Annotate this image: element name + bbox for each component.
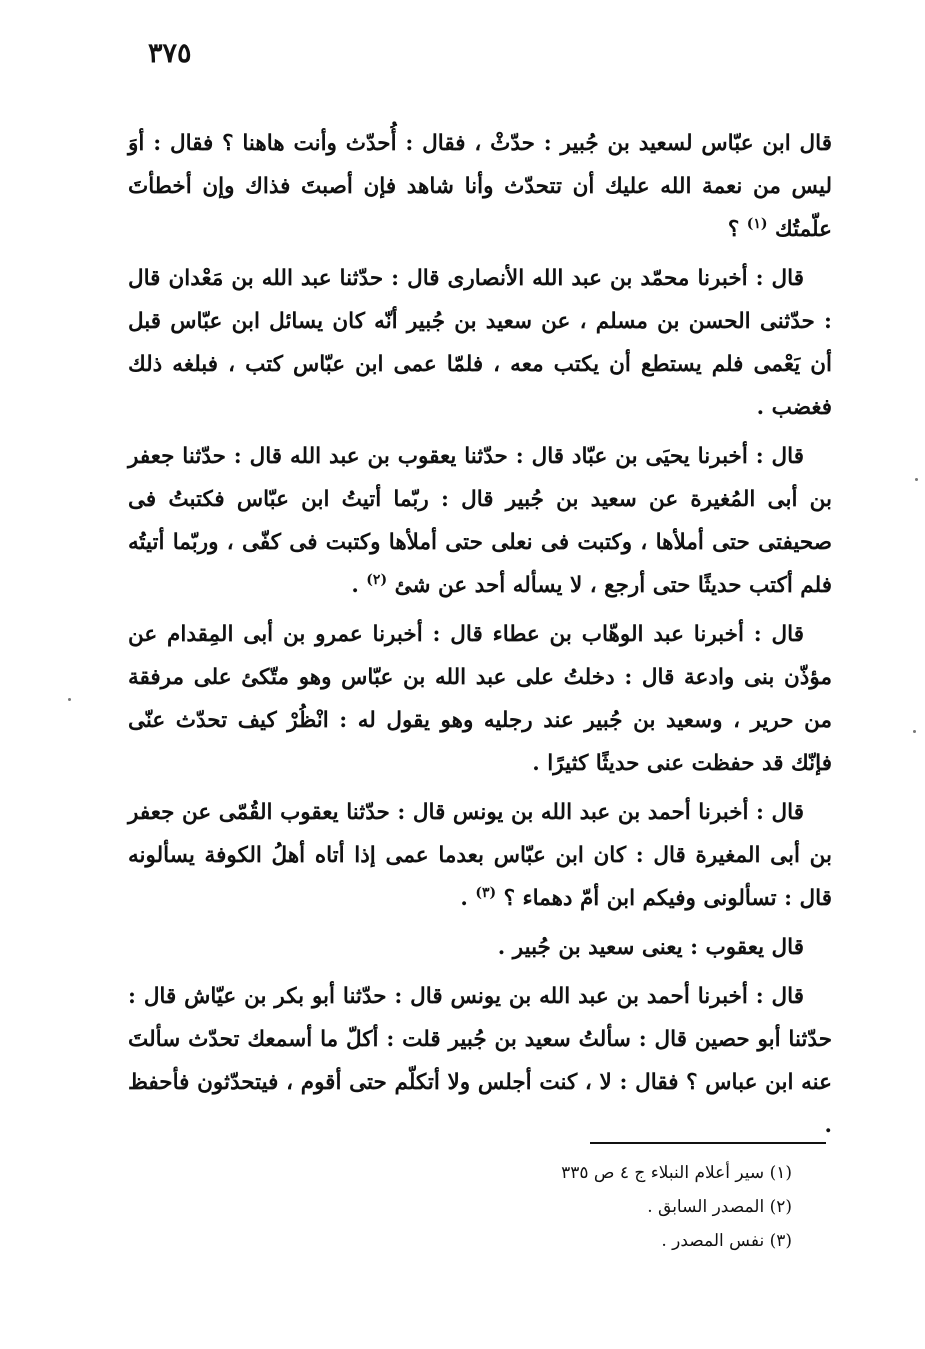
paragraph-text: قال : أخبرنا عبد الوهّاب بن عطاء قال : أخبرنا عمرو بن أبى المِقدام عن مؤذّن بنى وادعة قال : دخلتُ على عبد الله بن عبّاس وهو متّكئ على مرفقة من حرير ، وسعيد بن جُبير عند رجليه وهو يقول له : انْظُرْ كيف تحدّث عنّى فإنّك قد حفظت عنى حديثًا كثيرًا . [128,622,832,776]
footnotes [400,1156,792,1258]
paragraph [128,975,832,1147]
paragraph-text: قال : أخبرنا محمّد بن عبد الله الأنصارى قال : حدّثنا عبد الله بن مَعْدان قال : حدّثنى الحسن بن مسلم ، عن سعيد بن جُبير أنّه كان يسائل ابن عبّاس قبل أن يَعْمى فلم يستطع أن يكتب معه ، فلمّا عمى ابن عبّاس كتب ، فبلغه ذلك فغضب . [128,266,832,420]
footnote-2: (٢) المصدر السابق . [647,1197,792,1217]
footnote-reference: (٣) [475,884,497,901]
page-number: ٣٧٥ [148,38,192,69]
paragraph [128,435,832,607]
paragraph-text: قال ابن عبّاس لسعيد بن جُبير : حدّثْ ، فقال : أُحدّث وأنت هاهنا ؟ فقال : أوَ ليس من نعمة الله عليك أن تتحدّث وأنا شاهد فإن أصبتَ فذاك وإن أخطأتَ علّمتُك [128,131,832,242]
scan-speck [913,730,916,733]
paragraph [128,791,832,920]
paragraph-text: قال : أخبرنا أحمد بن عبد الله بن يونس قال : حدّثنا أبو بكر بن عيّاش قال : حدّثنا أبو حصين قال : سألتُ سعيد بن جُبير قلت : أكلّ ما أسمعك تحدّث سألتَ عنه ابن عباس ؟ فقال : لا ، كنت أجلس ولا أتكلّم حتى أقوم ، فيتحدّثون فأحفظ . [128,984,832,1138]
paragraph-text: قال يعقوب : يعنى سعيد بن جُبير . [497,935,804,960]
paragraph-text: قال : أخبرنا يحيَى بن عبّاد قال : حدّثنا يعقوب بن عبد الله قال : حدّثنا جعفر بن أبى المُغيرة عن سعيد بن جُبير قال : ربّما أتيتُ ابن عبّاس فكتبتُ فى صحيفتى حتى أملأها ، وكتبت فى نعلى حتى أملأها وكتبت فى كفّى ، وربّما أتيتُه فلم أكتب حديثًا حتى أرجع ، لا يسأله أحد عن شئ [128,444,832,598]
paragraph [128,122,832,251]
footnote-1: (١) سير أعلام النبلاء ج ٤ ص ٣٣٥ [561,1163,792,1183]
footnote-3: (٣) نفس المصدر . [661,1231,792,1251]
paragraph [128,926,832,969]
scan-speck [68,698,71,701]
paragraph [128,613,832,785]
paragraph-text: ؟ [727,217,747,242]
paragraph-text: . [351,573,367,598]
paragraph-text: . [460,886,476,911]
footnote-separator [590,1142,826,1144]
body-text [128,122,832,1147]
footnote-reference: (١) [746,215,768,232]
paragraph-text: قال : أخبرنا أحمد بن عبد الله بن يونس قال : حدّثنا يعقوب القُمّى عن جعفر بن أبى المغيرة قال : كان ابن عبّاس بعدما عمى إذا أتاه أهلُ الكوفة يسألونه قال : تسألونى وفيكم ابن أمّ دهماء ؟ [128,800,832,911]
footnote-reference: (٢) [366,571,388,588]
scan-speck [915,478,918,481]
paragraph [128,257,832,429]
